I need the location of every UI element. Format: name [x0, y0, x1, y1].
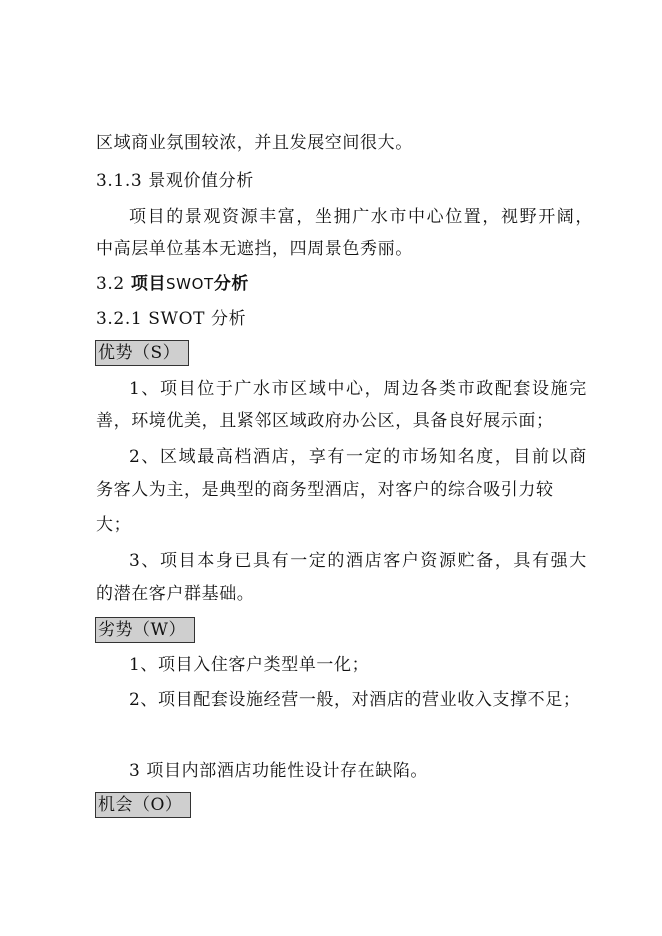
subsection-heading-landscape: 3.1.3 景观价值分析 [96, 171, 254, 191]
weakness-item: 2、项目配套设施经营一般，对酒店的营业收入支撑不足； [129, 690, 581, 710]
weakness-item: 3 项目内部酒店功能性设计存在缺陷。 [129, 761, 429, 781]
subsection-heading-swot: 3.2.1 SWOT 分析 [96, 309, 247, 329]
strength-item-line: 的潜在客户群基础。 [96, 584, 255, 604]
weakness-item: 1、项目入住客户类型单一化； [129, 655, 370, 675]
strength-item-line: 3、项目本身已具有一定的酒店客户资源贮备，具有强大 [129, 551, 588, 571]
strength-item-line: 大； [96, 515, 132, 535]
paragraph-line: 区域商业氛围较浓，并且发展空间很大。 [96, 133, 413, 153]
strength-item-line: 2、区域最高档酒店，享有一定的市场知名度，目前以商 [129, 447, 588, 467]
strengths-label: 优势（S） [95, 340, 189, 366]
section-number: 3.2 [96, 274, 131, 294]
strength-item-line: 1、项目位于广水市区域中心，周边各类市政配套设施完 [129, 379, 588, 399]
section-title-latin: SWOT [166, 275, 214, 293]
section-title-part2: 分析 [213, 274, 249, 294]
section-heading-swot [96, 273, 249, 295]
weaknesses-label: 劣势（W） [95, 617, 195, 643]
paragraph-line: 项目的景观资源丰富，坐拥广水市中心位置，视野开阔， [129, 207, 594, 227]
opportunities-label: 机会（O） [95, 792, 191, 818]
paragraph-line: 中高层单位基本无遮挡，四周景色秀丽。 [96, 239, 413, 259]
section-title-part1: 项目 [130, 274, 167, 294]
strength-item-line: 善，环境优美，且紧邻区域政府办公区，具备良好展示面； [96, 411, 554, 431]
strength-item-line: 务客人为主，是典型的商务型酒店，对客户的综合吸引力较 [96, 480, 554, 500]
